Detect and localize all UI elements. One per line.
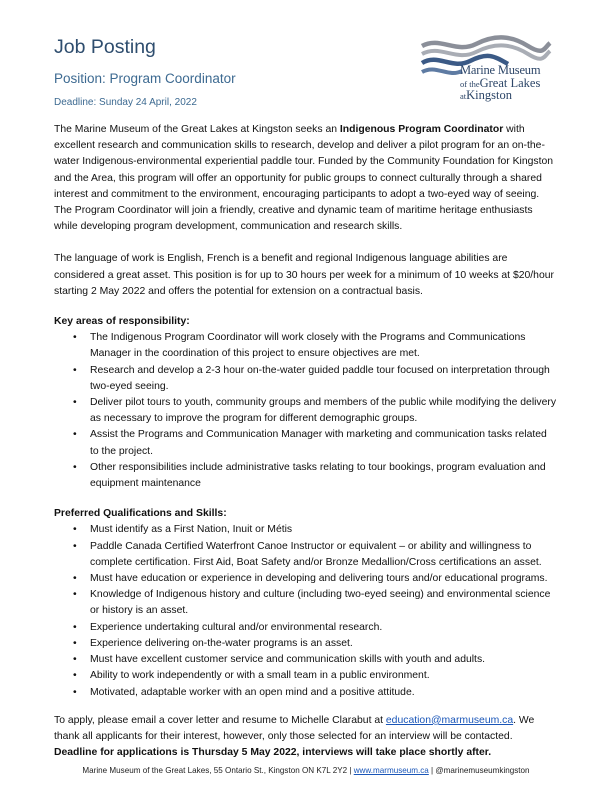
intro-text-2: with excellent research and communication skills to research, develop and deliver a pilot program for an on-the-water Indigenous-environmental experiential paddle tour. Funded by the Community Foundation for Kingston and the Area, this program will offer an opportunity for public groups to connect culturally through a shared interest and commitment to the environment, encouraging participants to adopt a two-eyed way of seeing. The Program Coordinator will join a friendly, creative and dynamic team of maritime heritage enthusiasts while developing program development, communication and research skills.	[54, 124, 554, 233]
list-item: • The Indigenous Program Coordinator will work closely with the Programs and Communications Manager in the coordination of this project to ensure objectives are met.	[54, 330, 558, 362]
intro-text-1: The Marine Museum of the Great Lakes at Kingston seeks an	[54, 124, 340, 135]
list-item: • Assist the Programs and Communication Manager with marketing and communication tasks related to the project.	[54, 427, 558, 459]
qualifications-list	[54, 522, 558, 700]
logo-line-3	[460, 89, 540, 102]
list-item: • Must identify as a First Nation, Inuit or Métis	[54, 522, 558, 538]
responsibilities-heading: Key areas of responsibility:	[54, 316, 190, 328]
intro-bold-role: Indigenous Program Coordinator	[339, 124, 504, 135]
logo-line-2-small: of the	[460, 78, 480, 89]
list-item: • Research and develop a 2-3 hour on-the-water guided paddle tour focused on interpretation through two-eyed seeing.	[54, 363, 558, 395]
email-link[interactable]: education@marmuseum.ca	[385, 714, 514, 726]
list-item: • Knowledge of Indigenous history and culture (including two-eyed seeing) and environmental science or history is an asset.	[54, 587, 558, 619]
logo-wave-4	[422, 69, 462, 73]
position-subtitle: Position: Program Coordinator	[54, 71, 236, 86]
website-link[interactable]: www.marmuseum.ca	[353, 766, 429, 775]
list-item: • Experience delivering on-the-water programs is an asset.	[54, 636, 558, 652]
footer-address: Marine Museum of the Great Lakes, 55 Ontario St., Kingston ON K7L 2Y2 |	[82, 766, 354, 775]
intro-paragraph	[54, 122, 558, 235]
list-item: • Must have education or experience in developing and delivering tours and/or educational programs.	[54, 571, 558, 587]
qualifications-heading: Preferred Qualifications and Skills:	[54, 508, 227, 520]
apply-text-1: To apply, please email a cover letter and resume to Michelle Clarabut at	[54, 714, 386, 726]
posting-body	[54, 122, 558, 761]
museum-logo-text	[460, 64, 540, 102]
page-title: Job Posting	[54, 36, 156, 58]
list-item: • Ability to work independently or with a small team in a public environment.	[54, 668, 558, 684]
logo-line-2-main: Great Lakes	[479, 75, 541, 90]
apply-deadline-bold: Deadline for applications is Thursday 5 May 2022, interviews will take place shortly after.	[54, 747, 492, 759]
deadline-line: Deadline: Sunday 24 April, 2022	[54, 97, 197, 108]
page-footer	[0, 766, 612, 775]
list-item: • Paddle Canada Certified Waterfront Canoe Instructor or equivalent – or ability and willingness to complete certification. First Aid, Boat Safety and/or Bronze Medallion/Cross certifications an asset.	[54, 539, 558, 571]
list-item: • Other responsibilities include administrative tasks relating to tour bookings, program evaluation and equipment maintenance	[54, 460, 558, 492]
list-item: • Deliver pilot tours to youth, community groups and members of the public while modifying the delivery as necessary to improve the program for different demographic groups.	[54, 395, 558, 427]
apply-text-2: . We thank all applicants for their interest, however, only those selected for an interview will be contacted.	[54, 714, 535, 742]
logo-line-3-main: Kingston	[466, 88, 512, 102]
list-item: • Experience undertaking cultural and/or environmental research.	[54, 620, 558, 636]
apply-paragraph	[54, 713, 558, 762]
list-item: • Motivated, adaptable worker with an open mind and a positive attitude.	[54, 685, 558, 701]
list-item: • Must have excellent customer service and communication skills with youth and adults.	[54, 652, 558, 668]
language-paragraph: The language of work is English, French is a benefit and regional Indigenous language abilities are considered a great asset. This position is for up to 30 hours per week for a minimum of 10 weeks at $20/hour starting 2 May 2022 and offers the potential for extension on a contractual basis.	[54, 253, 554, 297]
logo-line-1: Marine Museum	[460, 63, 541, 77]
responsibilities-list	[54, 330, 558, 492]
logo-line-3-small: at	[460, 91, 467, 101]
footer-social: | @marinemuseumkingston	[428, 766, 530, 775]
